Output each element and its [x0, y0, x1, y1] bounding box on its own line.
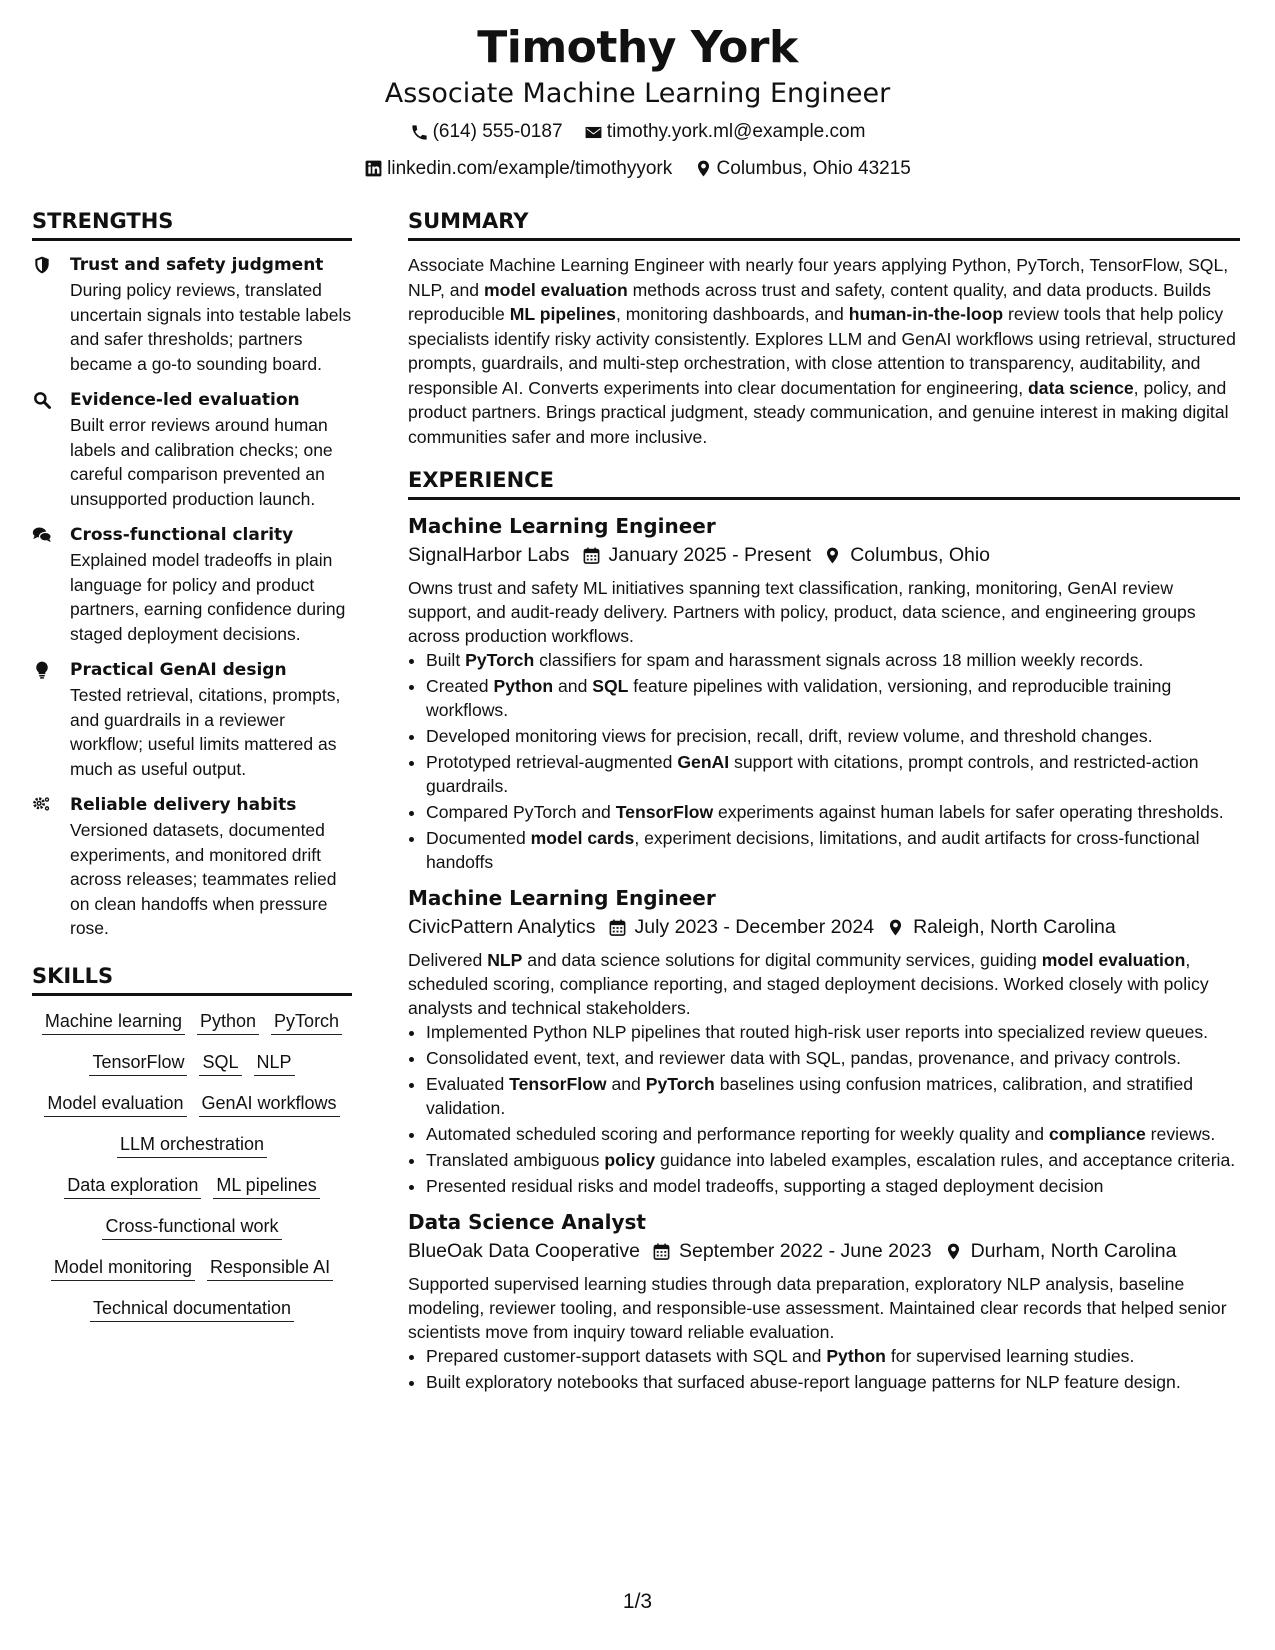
text-segment: Owns trust and safety ML initiatives spanning text classification, ranking, monitoring, GenAI review support, and audit-ready delivery. Partners with policy, product, data science, and engineering groups across production workflows.: [408, 578, 1196, 646]
job-location: Columbus, Ohio: [850, 544, 991, 566]
skill-tag: GenAI workflows: [199, 1090, 340, 1117]
summary-text: [408, 253, 1240, 449]
resume-header: [0, 20, 1275, 189]
job-entry: [408, 884, 1240, 1198]
text-segment: Prepared customer-support datasets with SQL and: [426, 1346, 827, 1366]
job-title: Machine Learning Engineer: [408, 886, 716, 910]
job-meta: [408, 912, 1240, 942]
phone-contact[interactable]: [410, 116, 563, 148]
text-segment: Implemented Python NLP pipelines that routed high-risk user reports into specialized review queues.: [426, 1022, 1209, 1042]
job-dates: September 2022 - June 2023: [678, 1240, 932, 1262]
text-segment: PyTorch: [645, 1074, 715, 1094]
job-bullet: [426, 724, 1240, 748]
strength-description: During policy reviews, translated uncertain signals into testable labels and safer thresholds; partners became a go-to sounding board.: [70, 280, 352, 374]
search-icon: [32, 390, 52, 410]
text-segment: PyTorch: [465, 650, 535, 670]
strength-item: [32, 793, 352, 941]
text-segment: Built exploratory notebooks that surfaced abuse-report language patterns for NLP feature design.: [426, 1372, 1181, 1392]
skill-tag: NLP: [254, 1049, 295, 1076]
strength-item: [32, 523, 352, 646]
job-bullet: [426, 750, 1240, 798]
lightbulb-icon: [32, 660, 52, 680]
strength-description: Tested retrieval, citations, prompts, and guardrails in a reviewer workflow; useful limits mattered as much as useful output.: [70, 685, 341, 779]
experience-heading: EXPERIENCE: [408, 465, 1240, 500]
text-segment: compliance: [1048, 1124, 1146, 1144]
map-pin-icon: [886, 918, 905, 937]
text-segment: baselines using confusion matrices, calibration, and stratified validation.: [426, 1074, 1194, 1118]
strengths-list: [32, 253, 352, 941]
job-meta: [408, 1236, 1240, 1266]
job-bullet: [426, 1020, 1240, 1044]
text-segment: support with citations, prompt controls, and restricted-action guardrails.: [426, 752, 1199, 796]
strength-title: Evidence-led evaluation: [70, 390, 300, 410]
job-entry: [408, 1208, 1240, 1394]
text-segment: reviews.: [1145, 1124, 1216, 1144]
job-location: Raleigh, North Carolina: [913, 916, 1116, 938]
job-company: SignalHarbor Labs: [408, 544, 570, 566]
text-segment: policy: [604, 1150, 656, 1170]
strengths-heading: STRENGTHS: [32, 206, 352, 241]
strength-description: Versioned datasets, documented experiments, and monitored drift across releases; teammates relied on clean handoffs when pressure rose.: [70, 820, 337, 938]
strength-body: [70, 523, 352, 646]
job-bullet: [426, 800, 1240, 824]
job-location: Durham, North Carolina: [970, 1240, 1177, 1262]
text-segment: Developed monitoring views for precision, recall, drift, review volume, and threshold changes.: [426, 726, 1153, 746]
skill-tag: Responsible AI: [207, 1254, 333, 1281]
text-segment: methods across trust and safety, content quality, and data products. Builds reproducible: [408, 279, 1211, 324]
skill-tag: Technical documentation: [90, 1295, 294, 1322]
location-contact: [694, 153, 911, 185]
job-bullet: [426, 1122, 1240, 1146]
strength-title: Trust and safety judgment: [70, 255, 324, 275]
skill-row: [32, 1172, 352, 1199]
job-bullet: [426, 1344, 1240, 1368]
text-segment: for supervised learning studies.: [885, 1346, 1135, 1366]
skills-heading: SKILLS: [32, 961, 352, 996]
job-bullet: [426, 1148, 1240, 1172]
text-segment: experiments against human labels for safer operating thresholds.: [713, 802, 1224, 822]
skill-tag: ML pipelines: [213, 1172, 319, 1199]
skill-tag: PyTorch: [271, 1008, 342, 1035]
envelope-icon: [584, 123, 603, 142]
strength-body: [70, 658, 352, 781]
text-segment: feature pipelines with validation, versioning, and reproducible training workflows.: [426, 676, 1172, 720]
job-bullet: [426, 1370, 1240, 1394]
text-segment: model cards: [530, 828, 635, 848]
summary-heading: SUMMARY: [408, 206, 1240, 241]
job-description: [408, 576, 1240, 648]
skill-tag: LLM orchestration: [117, 1131, 267, 1158]
text-segment: SQL: [592, 676, 629, 696]
job-meta: [408, 540, 1240, 570]
linkedin-icon: [364, 159, 383, 178]
job-bullet: [426, 648, 1240, 672]
job-company: BlueOak Data Cooperative: [408, 1240, 640, 1262]
email-address: timothy.york.ml@example.com: [606, 121, 866, 142]
text-segment: Prototyped retrieval-augmented: [426, 752, 678, 772]
strength-icon-wrap: [32, 658, 70, 781]
text-segment: Consolidated event, text, and reviewer data with SQL, pandas, provenance, and privacy controls.: [426, 1048, 1182, 1068]
job-bullet: [426, 1072, 1240, 1120]
strength-icon-wrap: [32, 793, 70, 941]
linkedin-url: linkedin.com/example/timothyyork: [387, 157, 673, 179]
skill-row: [32, 1049, 352, 1076]
right-column: [408, 206, 1240, 1404]
text-segment: , monitoring dashboards, and: [615, 304, 849, 324]
skill-tag: Model evaluation: [44, 1090, 186, 1117]
text-segment: model evaluation: [1041, 950, 1186, 970]
skills-section: [32, 961, 352, 1322]
skill-tag: TensorFlow: [89, 1049, 187, 1076]
calendar-icon: [582, 546, 601, 565]
strength-title: Reliable delivery habits: [70, 795, 297, 815]
skill-row: [32, 1213, 352, 1240]
skill-row: [32, 1090, 352, 1117]
skill-row: [32, 1254, 352, 1281]
left-column: [32, 206, 352, 1336]
skill-tag: Cross-functional work: [102, 1213, 281, 1240]
job-entry: [408, 512, 1240, 874]
text-segment: Automated scheduled scoring and performance reporting for weekly quality and: [426, 1124, 1049, 1144]
job-bullet: [426, 826, 1240, 874]
linkedin-contact[interactable]: [364, 153, 672, 185]
job-bullets: [408, 1020, 1240, 1198]
job-title: Data Science Analyst: [408, 1210, 646, 1234]
skills-list: [32, 1008, 352, 1322]
text-segment: and: [553, 676, 593, 696]
skill-tag: Model monitoring: [51, 1254, 195, 1281]
text-segment: NLP: [487, 950, 523, 970]
job-bullet: [426, 674, 1240, 722]
job-bullets: [408, 648, 1240, 874]
text-segment: TensorFlow: [509, 1074, 607, 1094]
skill-tag: SQL: [199, 1049, 241, 1076]
strength-icon-wrap: [32, 253, 70, 376]
text-segment: guidance into labeled examples, escalation rules, and acceptance criteria.: [655, 1150, 1236, 1170]
job-description: [408, 948, 1240, 1020]
text-segment: Built: [426, 650, 466, 670]
map-pin-icon: [694, 159, 713, 178]
gears-icon: [32, 795, 52, 815]
text-segment: , scheduled scoring, compliance reporting, and staged deployment decisions. Worked closely with policy analysts and technical stakeholders.: [408, 950, 1209, 1018]
text-segment: Python: [826, 1346, 886, 1366]
strength-description: Explained model tradeoffs in plain language for policy and product partners, earning confidence during staged deployment decisions.: [70, 550, 346, 644]
calendar-icon: [652, 1242, 671, 1261]
text-segment: and data science solutions for digital community services, guiding: [522, 950, 1042, 970]
text-segment: Compared PyTorch and: [426, 802, 616, 822]
shield-icon: [32, 255, 52, 275]
comments-icon: [32, 525, 52, 545]
skill-tag: Python: [197, 1008, 259, 1035]
text-segment: human-in-the-loop: [848, 304, 1004, 324]
contact-line-2: [0, 153, 1275, 190]
skill-tag: Machine learning: [42, 1008, 185, 1035]
text-segment: Presented residual risks and model tradeoffs, supporting a staged deployment decision: [426, 1176, 1104, 1196]
job-bullet: [426, 1174, 1240, 1198]
strength-item: [32, 658, 352, 781]
strength-icon-wrap: [32, 388, 70, 511]
candidate-name: Timothy York: [477, 22, 798, 73]
strength-item: [32, 388, 352, 511]
strength-description: Built error reviews around human labels and calibration checks; one careful comparison prevented an unsupported production launch.: [70, 415, 333, 509]
text-segment: , experiment decisions, limitations, and audit artifacts for cross-functional handoffs: [426, 828, 1200, 872]
text-segment: Delivered: [408, 950, 488, 970]
text-segment: Created: [426, 676, 494, 696]
strength-item: [32, 253, 352, 376]
text-segment: Translated ambiguous: [426, 1150, 605, 1170]
job-bullets: [408, 1344, 1240, 1394]
text-segment: Python: [493, 676, 554, 696]
page-number: 1/3: [622, 1590, 653, 1613]
candidate-title: Associate Machine Learning Engineer: [384, 78, 891, 109]
text-segment: Evaluated: [426, 1074, 510, 1094]
strength-icon-wrap: [32, 523, 70, 646]
phone-icon: [410, 123, 429, 142]
job-dates: January 2025 - Present: [608, 544, 812, 566]
text-segment: model evaluation: [483, 279, 628, 300]
location-text: Columbus, Ohio 43215: [716, 157, 911, 179]
job-company: CivicPattern Analytics: [408, 916, 596, 938]
strength-body: [70, 388, 352, 511]
phone-number: (614) 555-0187: [432, 121, 563, 142]
strength-body: [70, 253, 352, 376]
calendar-icon: [608, 918, 627, 937]
text-segment: Associate Machine Learning Engineer with nearly four years applying Python, PyTorch, TensorFlow, SQL, NLP, and: [408, 255, 1229, 300]
text-segment: review tools that help policy specialists identify risky activity consistently. Explores LLM and GenAI workflows using retrieval, structured prompts, guardrails, and multi-step orchestration, with close attention to transparency, auditability, and responsible AI. Converts experiments into clear documentation for engineering,: [408, 304, 1236, 398]
text-segment: TensorFlow: [615, 802, 714, 822]
skill-row: [32, 1131, 352, 1158]
job-title: Machine Learning Engineer: [408, 514, 716, 538]
email-contact[interactable]: [584, 116, 866, 148]
text-segment: ML pipelines: [509, 304, 616, 324]
text-segment: data science: [1028, 377, 1134, 398]
text-segment: , policy, and product partners. Brings practical judgment, steady communication, and genuine interest in making digital communities safer and more inclusive.: [408, 377, 1229, 447]
skill-row: [32, 1008, 352, 1035]
strength-title: Practical GenAI design: [70, 660, 287, 680]
job-description: [408, 1272, 1240, 1344]
text-segment: and: [606, 1074, 646, 1094]
map-pin-icon: [823, 546, 842, 565]
map-pin-icon: [944, 1242, 963, 1261]
strength-body: [70, 793, 352, 941]
skill-tag: Data exploration: [64, 1172, 201, 1199]
text-segment: GenAI: [677, 752, 730, 772]
text-segment: Documented: [426, 828, 531, 848]
job-bullet: [426, 1046, 1240, 1070]
text-segment: classifiers for spam and harassment signals across 18 million weekly records.: [534, 650, 1144, 670]
job-dates: July 2023 - December 2024: [634, 916, 875, 938]
text-segment: Supported supervised learning studies through data preparation, exploratory NLP analysis, baseline modeling, reviewer tooling, and responsible-use assessment. Maintained clear records that helped senior scientists move from inquiry toward reliable evaluation.: [408, 1274, 1227, 1342]
strength-title: Cross-functional clarity: [70, 525, 294, 545]
skill-row: [32, 1295, 352, 1322]
contact-line-1: [0, 116, 1275, 153]
experience-list: [408, 512, 1240, 1394]
